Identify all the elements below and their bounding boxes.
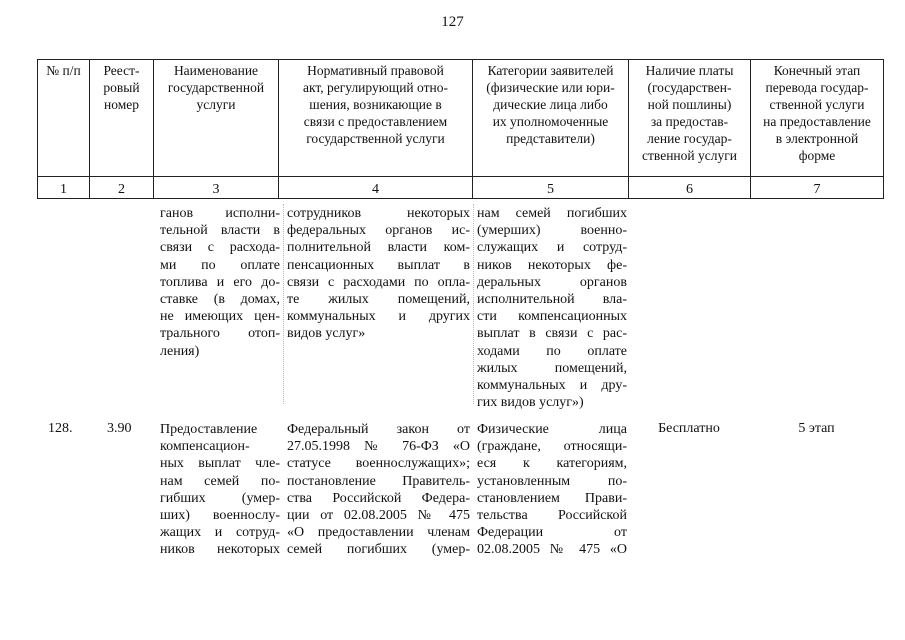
text-line: коммунальных и дру-	[477, 378, 627, 394]
col-number: 1	[38, 177, 90, 199]
text-line: тельства Российской	[477, 508, 627, 524]
text-line: те жилых помещений,	[287, 292, 470, 308]
row128-service-name	[160, 421, 280, 559]
row128-legal-act	[287, 421, 470, 559]
col-number: 4	[279, 177, 473, 199]
continuation-applicants	[477, 205, 627, 411]
text-line: Федеральный закон от	[287, 422, 470, 437]
text-line: Федерации от	[477, 525, 627, 541]
text-line: жащих и сотруд-	[160, 525, 280, 541]
col-header-registry: Реест- ровый номер	[90, 60, 154, 177]
text-line: ганов исполни-	[160, 206, 280, 221]
col-header-service-name: Наименование государственной услуги	[154, 60, 279, 177]
text-line: выплат в связи с рас-	[477, 326, 627, 342]
text-line: пенсационных выплат в	[287, 257, 470, 273]
text-line: ции от 02.08.2005 № 475	[287, 508, 470, 524]
text-line: федеральных органов ис-	[287, 223, 470, 239]
column-number-row	[38, 177, 884, 199]
continuation-service-name	[160, 205, 280, 360]
text-line: ходами по оплате	[477, 343, 627, 359]
text-line: гих видов услуг»)	[477, 395, 584, 411]
text-line: жилых помещений,	[477, 360, 627, 376]
col-number: 5	[473, 177, 629, 199]
continuation-legal-act	[287, 205, 470, 343]
text-line: деральных органов	[477, 274, 627, 290]
text-line: семей погибших (умер-	[287, 542, 470, 558]
col-header-applicants: Категории заявителей (физические или юри- дические лица либо их уполномоченные представители)	[473, 60, 629, 177]
col-header-legal-act: Нормативный правовой акт, регулирующий отно- шения, возникающие в связи с предоставлением государственной услуги	[279, 60, 473, 177]
text-line: нам семей погибших	[477, 206, 627, 221]
text-line: ления)	[160, 343, 200, 359]
col-number: 2	[90, 177, 154, 199]
text-line: (умерших) военно-	[477, 223, 627, 239]
text-line: связи с расходами по опла-	[287, 274, 470, 290]
col-header-fee: Наличие платы (государствен- ной пошлины) за предостав- ление государ- ственной услуги	[629, 60, 751, 177]
text-line: гибших (умер-	[160, 490, 280, 506]
text-line: Физические лица	[477, 422, 627, 437]
row128-applicants	[477, 421, 627, 559]
text-line: коммунальных и других	[287, 309, 470, 325]
column-divider	[283, 204, 285, 404]
fee-value: Бесплатно	[658, 421, 720, 436]
text-line: топлива и его до-	[160, 274, 280, 290]
text-line: «О предоставлении членам	[287, 525, 470, 541]
col-number: 7	[751, 177, 884, 199]
text-line: сотрудников некоторых	[287, 206, 470, 221]
text-line: становлением Прави-	[477, 490, 627, 506]
text-line: исполнительной вла-	[477, 292, 627, 308]
text-line: статусе военнослужащих»;	[287, 456, 470, 472]
text-line: ставке (в домах,	[160, 292, 280, 308]
text-line: не имеющих цен-	[160, 309, 280, 325]
text-line: ства Российской Федера-	[287, 490, 470, 506]
text-line: сти компенсационных	[477, 309, 627, 325]
text-line: Предоставление	[160, 422, 258, 437]
text-line: (граждане, относящи-	[477, 439, 627, 455]
text-line: служащих и сотруд-	[477, 240, 627, 256]
text-line: полнительной власти ком-	[287, 240, 470, 256]
text-line: ших) военнослу-	[160, 508, 280, 524]
text-line: связи с расхода-	[160, 240, 280, 256]
header-row	[38, 60, 884, 177]
col-number: 3	[154, 177, 279, 199]
registry-number: 3.90	[107, 421, 132, 436]
text-line: ных выплат чле-	[160, 456, 280, 472]
text-line: 02.08.2005 № 475 «О	[477, 542, 627, 558]
page-number: 127	[441, 14, 464, 30]
text-line: трального отоп-	[160, 326, 280, 342]
row-number: 128.	[48, 421, 73, 436]
text-line: еся к категориям,	[477, 456, 627, 472]
col-header-num: № п/п	[38, 60, 90, 177]
col-header-stage: Конечный этап перевода государ- ственной услуги на предоставление в электронной форме	[751, 60, 884, 177]
text-line: установленным по-	[477, 473, 627, 489]
text-line: ников некоторых фе-	[477, 257, 627, 273]
column-divider	[473, 204, 475, 404]
col-number: 6	[629, 177, 751, 199]
text-line: ников некоторых	[160, 542, 280, 558]
text-line: видов услуг»	[287, 326, 366, 342]
text-line: 27.05.1998 № 76-ФЗ «О	[287, 439, 470, 455]
text-line: компенсацион-	[160, 439, 250, 455]
text-line: тельной власти в	[160, 223, 280, 239]
text-line: постановление Правитель-	[287, 473, 470, 489]
text-line: ми по оплате	[160, 257, 280, 273]
stage-value: 5 этап	[798, 421, 835, 436]
registry-table-header	[37, 59, 884, 199]
text-line: нам семей по-	[160, 473, 280, 489]
